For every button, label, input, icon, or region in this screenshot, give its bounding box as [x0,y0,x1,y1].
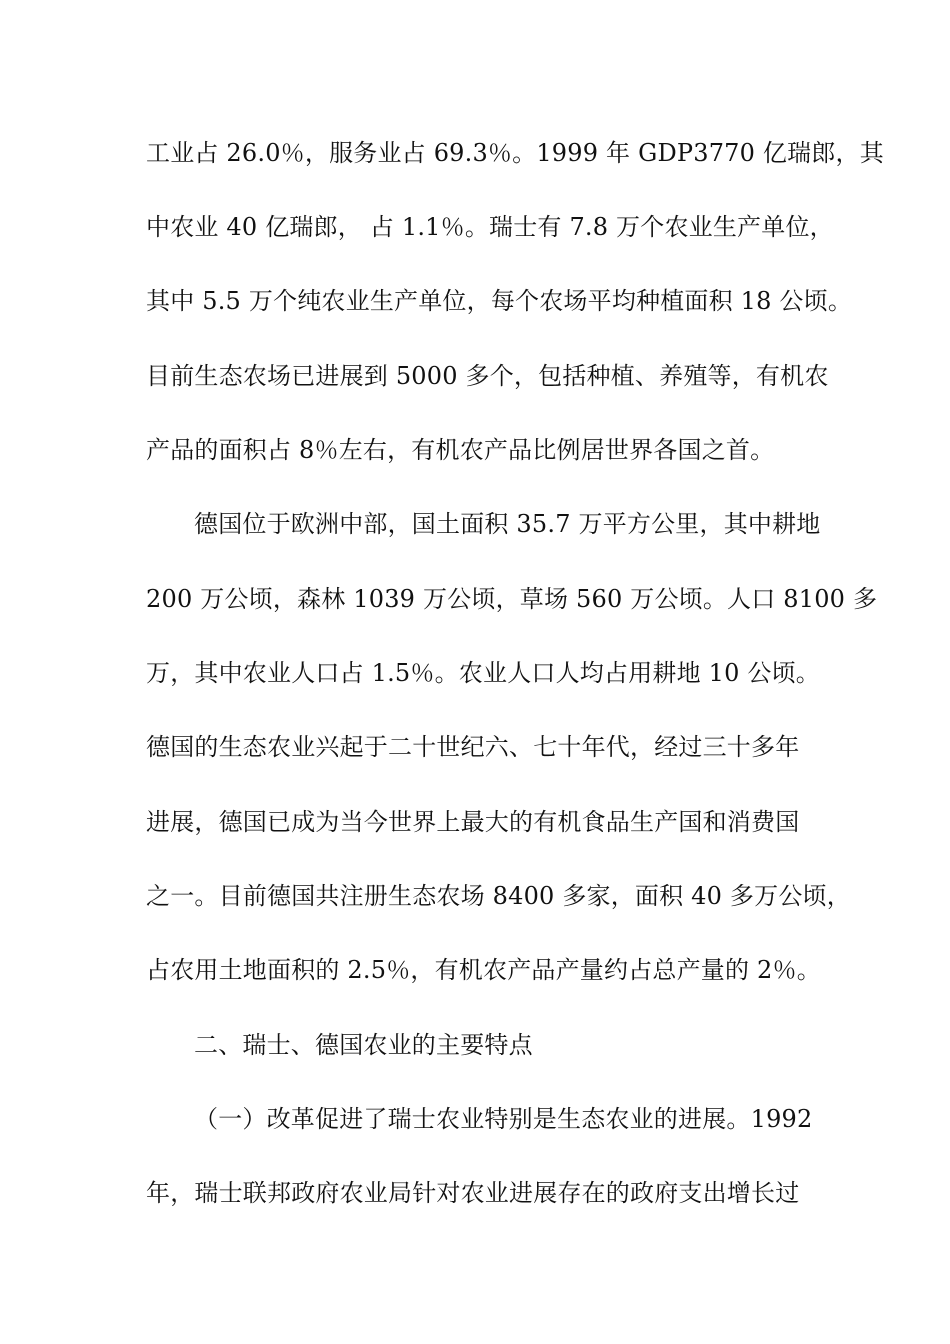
text-line: 德国的生态农业兴起于二十世纪六、七十年代，经过三十多年 [146,733,800,761]
section-heading: 二、瑞士、德国农业的主要特点 [194,1031,533,1059]
text-line: 之一。目前德国共注册生态农场 8400 多家，面积 40 多万公顷， [146,882,851,910]
text-line: 工业占 26.0％，服务业占 69.3％。1999 年 GDP3770 亿瑞郎，其 [146,139,884,167]
text-line: 产品的面积占 8％左右，有机农产品比例居世界各国之首。 [146,436,775,464]
text-line: 万，其中农业人口占 1.5％。农业人口人均占用耕地 10 公顷。 [146,659,820,687]
text-line: 占农用土地面积的 2.5％，有机农产品产量约占总产量的 2％。 [146,956,821,984]
text-line: 目前生态农场已进展到 5000 多个，包括种植、养殖等，有机农 [146,362,829,390]
text-line: 中农业 40 亿瑞郎， 占 1.1％。瑞士有 7.8 万个农业生产单位， [146,213,834,241]
paragraph-start-line: 德国位于欧洲中部，国土面积 35.7 万平方公里，其中耕地 [194,510,821,538]
text-line: 进展，德国已成为当今世界上最大的有机食品生产国和消费国 [146,808,800,836]
text-line: 200 万公顷，森林 1039 万公顷，草场 560 万公顷。人口 8100 多 [146,585,878,613]
text-line: 年，瑞士联邦政府农业局针对农业进展存在的政府支出增长过 [146,1179,800,1207]
subsection-heading-line: （一）改革促进了瑞士农业特别是生态农业的进展。1992 [194,1105,813,1133]
text-line: 其中 5.5 万个纯农业生产单位，每个农场平均种植面积 18 公顷。 [146,287,853,315]
